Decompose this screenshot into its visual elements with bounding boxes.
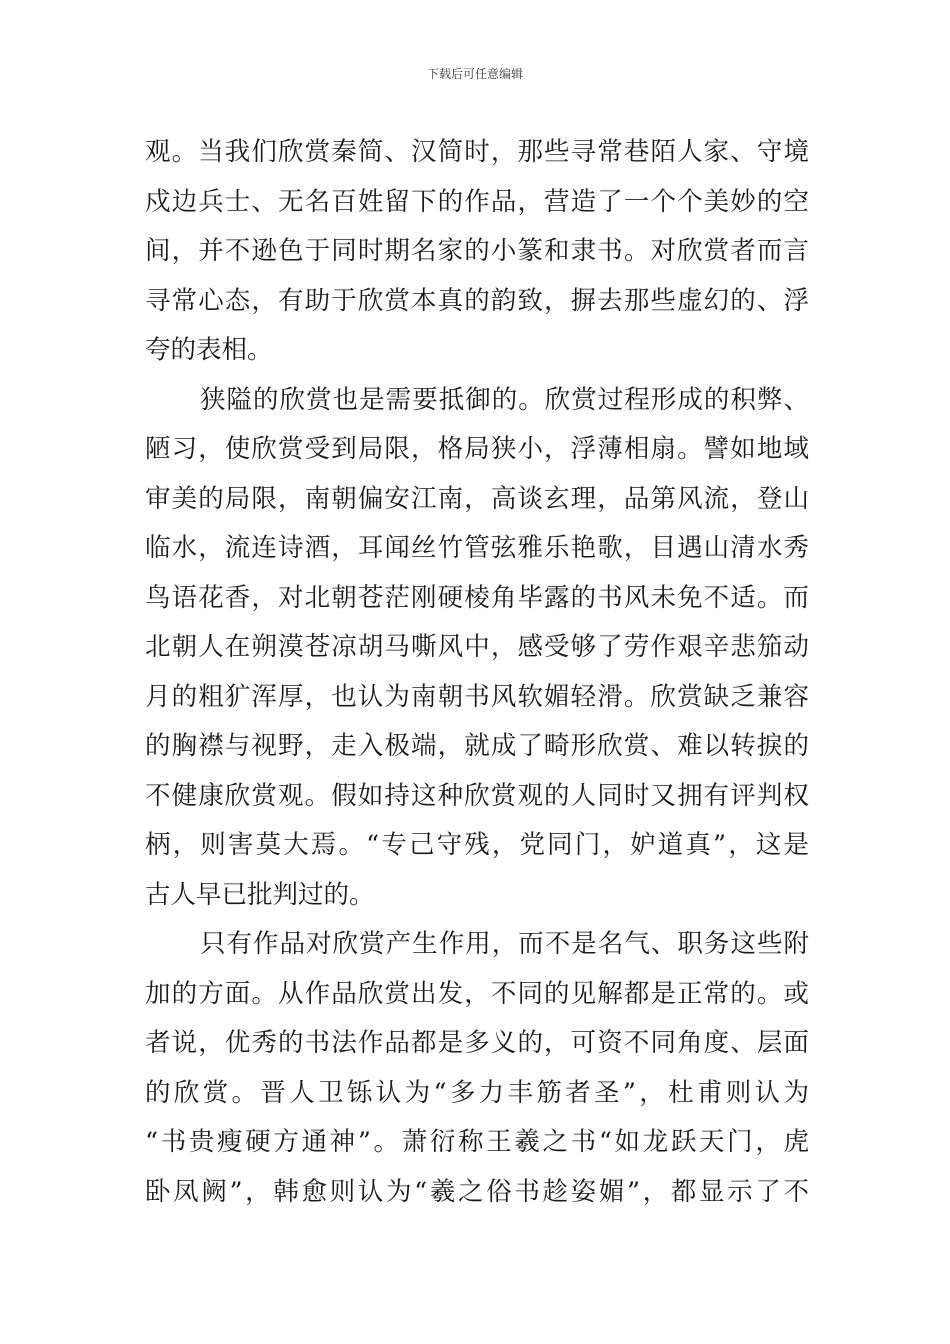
text-line: 卧凤阙”，韩愈则认为“羲之俗书趁姿媚”，都显示了不	[145, 1176, 809, 1207]
text-line: 的欣赏。晋人卫铄认为“多力丰筋者圣”，杜甫则认为	[145, 1077, 809, 1108]
paragraph-1	[145, 128, 809, 376]
text-line: 间，并不逊色于同时期名家的小篆和隶书。对欣赏者而言	[145, 236, 809, 266]
text-line: 陋习，使欣赏受到局限，格局狭小，浮薄相扇。譬如地域	[145, 434, 809, 464]
text-line: 临水，流连诗酒，耳闻丝竹管弦雅乐艳歌，目遇山清水秀	[145, 533, 809, 563]
text-line: “书贵瘦硬方通神”。萧衍称王羲之书“如龙跃天门，虎	[145, 1127, 809, 1157]
paragraph-3	[145, 920, 809, 1217]
page-header: 下载后可任意编辑	[426, 67, 523, 81]
text-line: 的胸襟与视野，走入极端，就成了畸形欣赏、难以转捩的	[145, 731, 809, 761]
document-body	[145, 128, 809, 1217]
text-line: 月的粗犷浑厚，也认为南朝书风软媚轻滑。欣赏缺乏兼容	[145, 681, 809, 712]
text-line: 加的方面。从作品欣赏出发，不同的见解都是正常的。或	[145, 978, 809, 1009]
text-line: 寻常心态，有助于欣赏本真的韵致，摒去那些虚幻的、浮	[145, 285, 809, 316]
text-line: 古人早已批判过的。	[145, 879, 375, 910]
text-line: 鸟语花香，对北朝苍茫刚硬棱角毕露的书风未免不适。而	[145, 582, 809, 613]
text-line: 只有作品对欣赏产生作用，而不是名气、职务这些附	[200, 929, 809, 959]
text-line: 观。当我们欣赏秦简、汉简时，那些寻常巷陌人家、守境	[145, 137, 809, 167]
text-line: 柄，则害莫大焉。“专己守残，党同门，妒道真”，这是	[145, 830, 809, 860]
text-line: 不健康欣赏观。假如持这种欣赏观的人同时又拥有评判权	[145, 780, 809, 811]
paragraph-2	[145, 376, 809, 921]
text-line: 夸的表相。	[145, 335, 273, 365]
text-line: 审美的局限，南朝偏安江南，高谈玄理，品第风流，登山	[145, 483, 809, 514]
text-line: 狭隘的欣赏也是需要抵御的。欣赏过程形成的积弊、	[200, 384, 809, 415]
text-line: 戍边兵士、无名百姓留下的作品，营造了一个个美妙的空	[145, 186, 809, 217]
text-line: 者说，优秀的书法作品都是多义的，可资不同角度、层面	[145, 1028, 809, 1058]
text-line: 北朝人在朔漠苍凉胡马嘶风中，感受够了劳作艰辛悲笳动	[145, 632, 809, 662]
